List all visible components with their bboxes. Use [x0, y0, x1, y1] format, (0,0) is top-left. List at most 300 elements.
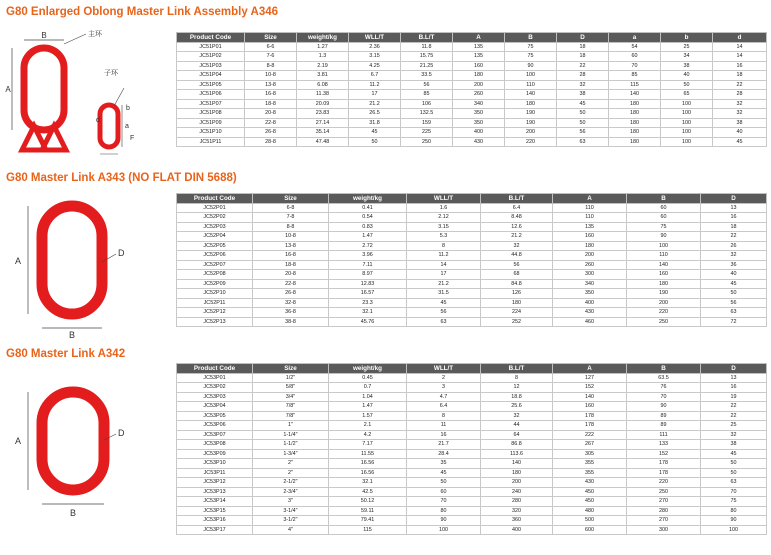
table-cell: 152 [627, 449, 701, 459]
table-cell: 50 [349, 137, 401, 147]
table-cell: JC51P09 [177, 118, 245, 128]
table-cell: 75 [505, 52, 557, 62]
table-cell: 7/8" [253, 411, 329, 421]
table-cell: 190 [627, 289, 701, 299]
table-cell: 224 [481, 308, 553, 318]
table-cell: JC52P13 [177, 317, 253, 327]
table-cell: 0.41 [329, 203, 407, 213]
table-cell: 1.47 [329, 402, 407, 412]
table-cell: 16-8 [245, 90, 297, 100]
table-cell: 305 [553, 449, 627, 459]
table-row [177, 487, 767, 497]
table-cell: 59.11 [329, 506, 407, 516]
table-cell: 100 [661, 128, 713, 138]
table-cell: 50 [701, 289, 767, 299]
table-cell: 1.04 [329, 392, 407, 402]
table-cell: 22 [701, 411, 767, 421]
table-cell: 100 [661, 109, 713, 119]
table-cell: 1-3/4" [253, 449, 329, 459]
table-cell: 160 [453, 61, 505, 71]
table-cell: JC53P09 [177, 449, 253, 459]
table-cell: 50 [407, 478, 481, 488]
table-cell: 32 [713, 109, 767, 119]
table-cell: 2-1/2" [253, 478, 329, 488]
table-cell: 152 [553, 383, 627, 393]
column-header: D [557, 33, 609, 43]
table-cell: 14 [713, 52, 767, 62]
table-cell: 16-8 [253, 251, 329, 261]
table-cell: JC52P11 [177, 298, 253, 308]
table-cell: 110 [505, 80, 557, 90]
table-cell: 63 [407, 317, 481, 327]
table-cell: 180 [609, 109, 661, 119]
table-cell: 89 [627, 411, 701, 421]
table-cell: 60 [627, 213, 701, 223]
table-cell: 250 [627, 317, 701, 327]
table-cell: 360 [481, 516, 553, 526]
table-cell: 60 [627, 203, 701, 213]
table-cell: 32.1 [329, 308, 407, 318]
table-cell: 135 [553, 222, 627, 232]
table-cell: JC53P03 [177, 392, 253, 402]
table-cell: 21.7 [407, 440, 481, 450]
master-link-shape [42, 206, 102, 314]
table-cell: 5.3 [407, 232, 481, 242]
table-cell: 8-8 [253, 222, 329, 232]
table-cell: 160 [553, 232, 627, 242]
table-cell: 4.7 [407, 392, 481, 402]
table-cell: 12 [481, 383, 553, 393]
table-cell: 60 [407, 487, 481, 497]
table-cell: 45 [349, 128, 401, 138]
table-cell: 180 [609, 99, 661, 109]
table-cell: 45 [557, 99, 609, 109]
master-link-shape [24, 48, 64, 130]
table-cell: 180 [609, 128, 661, 138]
table-cell: 135 [453, 52, 505, 62]
table-cell: 100 [661, 99, 713, 109]
table-cell: 38 [713, 118, 767, 128]
table-cell: 200 [453, 80, 505, 90]
table-cell: 178 [627, 468, 701, 478]
table-cell: 3-1/2" [253, 516, 329, 526]
table-cell: 60 [609, 52, 661, 62]
table-cell: 500 [553, 516, 627, 526]
table-cell: 4" [253, 525, 329, 535]
table-cell: 31.5 [407, 289, 481, 299]
table-cell: 3/4" [253, 392, 329, 402]
table-cell: 480 [553, 506, 627, 516]
master-link-shape [42, 392, 104, 490]
sub-link-detail-shape [100, 105, 118, 147]
spec-table-a346 [176, 32, 767, 147]
table-cell: 85 [401, 90, 453, 100]
spec-table-a343 [176, 193, 767, 327]
section-title-a342: G80 Master Link A342 [6, 348, 126, 360]
table-cell: 100 [661, 118, 713, 128]
table-cell: 1" [253, 421, 329, 431]
table-cell: 18.8 [481, 392, 553, 402]
dim-label-a: A [5, 85, 11, 94]
table-cell: 15.75 [401, 52, 453, 62]
table-cell: 38 [557, 90, 609, 100]
table-cell: 7-6 [245, 52, 297, 62]
column-header: D [701, 364, 767, 374]
table-cell: 63 [701, 478, 767, 488]
table-cell: 50 [557, 118, 609, 128]
table-cell: 63 [557, 137, 609, 147]
table-cell: 160 [553, 402, 627, 412]
table-cell: 32-8 [253, 298, 329, 308]
table-cell: 56 [401, 80, 453, 90]
column-header: Size [253, 194, 329, 204]
table-cell: 63.5 [627, 373, 701, 383]
dim-label-d: D [118, 248, 125, 258]
table-cell: 3.15 [407, 222, 481, 232]
table-cell: 0.7 [329, 383, 407, 393]
table-row [177, 308, 767, 318]
table-cell: 350 [553, 289, 627, 299]
table-cell: 45 [701, 279, 767, 289]
column-header: Size [253, 364, 329, 374]
table-row [177, 298, 767, 308]
dim-label-b: B [41, 31, 47, 40]
table-cell: 180 [505, 99, 557, 109]
table-header-row [177, 33, 767, 43]
column-header: B.L/T [401, 33, 453, 43]
label-main-ring: 主环 [88, 30, 102, 38]
spec-table-a342 [176, 363, 767, 535]
table-cell: 0.45 [329, 373, 407, 383]
table-cell: 64 [481, 430, 553, 440]
table-row [177, 430, 767, 440]
table-cell: 3.15 [349, 52, 401, 62]
table-row [177, 402, 767, 412]
table-cell: JC53P15 [177, 506, 253, 516]
table-cell: 320 [481, 506, 553, 516]
table-cell: 430 [553, 478, 627, 488]
table-cell: 3-1/4" [253, 506, 329, 516]
table-cell: 45 [407, 468, 481, 478]
column-header: b [661, 33, 713, 43]
table-cell: 0.83 [329, 222, 407, 232]
column-header: B [627, 364, 701, 374]
column-header: B.L/T [481, 194, 553, 204]
table-cell: 45 [701, 449, 767, 459]
table-cell: 355 [553, 468, 627, 478]
table-row [177, 260, 767, 270]
table-cell: 260 [453, 90, 505, 100]
table-cell: 11.2 [349, 80, 401, 90]
table-cell: 270 [627, 497, 701, 507]
table-cell: 4.2 [329, 430, 407, 440]
table-header-row [177, 364, 767, 374]
table-cell: 220 [627, 308, 701, 318]
table-cell: 2" [253, 468, 329, 478]
table-cell: 26.5 [349, 109, 401, 119]
table-cell: JC52P07 [177, 260, 253, 270]
table-cell: 280 [481, 497, 553, 507]
table-row [177, 137, 767, 147]
table-cell: 16.56 [329, 459, 407, 469]
table-cell: JC53P01 [177, 373, 253, 383]
table-cell: 160 [627, 270, 701, 280]
table-cell: 33.5 [401, 71, 453, 81]
table-cell: 133 [627, 440, 701, 450]
column-header: Product Code [177, 194, 253, 204]
table-cell: 32 [557, 80, 609, 90]
column-header: weight/kg [329, 194, 407, 204]
table-cell: 222 [553, 430, 627, 440]
table-cell: 8.48 [481, 213, 553, 223]
section-title-a346: G80 Enlarged Oblong Master Link Assembly A346 [6, 6, 279, 18]
table-row [177, 270, 767, 280]
table-cell: 68 [481, 270, 553, 280]
table-row [177, 392, 767, 402]
table-cell: 18-8 [253, 260, 329, 270]
table-cell: 11.38 [297, 90, 349, 100]
table-cell: 267 [553, 440, 627, 450]
table-cell: 32.1 [329, 478, 407, 488]
table-cell: 21.2 [407, 279, 481, 289]
column-header: A [553, 364, 627, 374]
table-row [177, 251, 767, 261]
table-row [177, 213, 767, 223]
table-row [177, 449, 767, 459]
table-cell: 11.8 [401, 42, 453, 52]
column-header: A [453, 33, 505, 43]
table-cell: 240 [481, 487, 553, 497]
table-cell: 28 [557, 71, 609, 81]
table-cell: 21.2 [481, 232, 553, 242]
table-cell: JC51P02 [177, 52, 245, 62]
table-cell: 140 [627, 260, 701, 270]
table-cell: 13 [701, 203, 767, 213]
table-cell: 100 [505, 71, 557, 81]
table-cell: 110 [627, 251, 701, 261]
table-cell: 22 [713, 80, 767, 90]
table-cell: 22-8 [245, 118, 297, 128]
table-cell: 115 [329, 525, 407, 535]
column-header: a [609, 33, 661, 43]
table-cell: 355 [553, 459, 627, 469]
table-cell: JC51P03 [177, 61, 245, 71]
table-cell: 70 [701, 487, 767, 497]
table-cell: 90 [407, 516, 481, 526]
table-cell: 200 [505, 128, 557, 138]
table-row [177, 118, 767, 128]
table-cell: 35 [407, 459, 481, 469]
table-cell: 180 [627, 279, 701, 289]
table-cell: JC53P08 [177, 440, 253, 450]
table-row [177, 459, 767, 469]
table-cell: 23.83 [297, 109, 349, 119]
assembly-diagram-a346 [4, 30, 174, 160]
table-cell: 180 [553, 241, 627, 251]
table-cell: 7.11 [329, 260, 407, 270]
table-cell: 2.1 [329, 421, 407, 431]
table-row [177, 90, 767, 100]
table-cell: JC52P02 [177, 213, 253, 223]
table-cell: 8 [407, 411, 481, 421]
table-row [177, 440, 767, 450]
table-cell: 300 [627, 525, 701, 535]
table-cell: 190 [505, 118, 557, 128]
table-cell: 84.8 [481, 279, 553, 289]
table-cell: 3 [407, 383, 481, 393]
table-cell: 54 [609, 42, 661, 52]
table-row [177, 411, 767, 421]
table-cell: 178 [627, 459, 701, 469]
column-header: B.L/T [481, 364, 553, 374]
column-header: WLL/T [349, 33, 401, 43]
table-cell: JC52P03 [177, 222, 253, 232]
dim-label-d: D [118, 428, 125, 438]
table-cell: 72 [701, 317, 767, 327]
table-cell: 300 [553, 270, 627, 280]
table-cell: JC52P09 [177, 279, 253, 289]
table-cell: 75 [627, 222, 701, 232]
table-cell: JC53P10 [177, 459, 253, 469]
table-row [177, 42, 767, 52]
table-cell: 450 [553, 497, 627, 507]
table-cell: 44 [481, 421, 553, 431]
table-cell: JC52P04 [177, 232, 253, 242]
table-cell: JC51P06 [177, 90, 245, 100]
table-cell: 400 [481, 525, 553, 535]
table-cell: 90 [701, 516, 767, 526]
table-cell: 76 [627, 383, 701, 393]
table-cell: 115 [609, 80, 661, 90]
table-cell: 22 [701, 232, 767, 242]
table-row [177, 478, 767, 488]
table-cell: 40 [713, 128, 767, 138]
column-header: WLL/T [407, 364, 481, 374]
table-cell: 1.47 [329, 232, 407, 242]
table-cell: 50 [701, 468, 767, 478]
table-cell: 7/8" [253, 402, 329, 412]
table-header-row [177, 194, 767, 204]
table-cell: 27.14 [297, 118, 349, 128]
table-cell: JC52P01 [177, 203, 253, 213]
table-cell: 178 [553, 411, 627, 421]
table-cell: 25 [661, 42, 713, 52]
table-cell: 110 [553, 203, 627, 213]
table-cell: 450 [553, 487, 627, 497]
table-cell: 3" [253, 497, 329, 507]
table-cell: 6-6 [245, 42, 297, 52]
table-cell: 2-3/4" [253, 487, 329, 497]
table-cell: 180 [481, 468, 553, 478]
table-cell: 42.5 [329, 487, 407, 497]
table-cell: 13-8 [253, 241, 329, 251]
table-row [177, 506, 767, 516]
table-cell: 340 [453, 99, 505, 109]
table-cell: 2.72 [329, 241, 407, 251]
table-cell: 350 [453, 118, 505, 128]
table-cell: 65 [661, 90, 713, 100]
table-cell: 38 [661, 61, 713, 71]
table-cell: 180 [609, 118, 661, 128]
column-header: Product Code [177, 364, 253, 374]
table-cell: 16 [701, 383, 767, 393]
table-cell: 280 [627, 506, 701, 516]
table-cell: JC53P17 [177, 525, 253, 535]
table-cell: 50 [661, 80, 713, 90]
table-cell: 45.76 [329, 317, 407, 327]
table-cell: 20.09 [297, 99, 349, 109]
table-cell: 70 [627, 392, 701, 402]
table-cell: 11.2 [407, 251, 481, 261]
table-cell: 28.4 [407, 449, 481, 459]
column-header: Product Code [177, 33, 245, 43]
table-cell: 34 [661, 52, 713, 62]
table-cell: 11 [407, 421, 481, 431]
table-cell: 6.4 [481, 203, 553, 213]
table-cell: 13 [701, 373, 767, 383]
table-row [177, 289, 767, 299]
table-cell: 1.27 [297, 42, 349, 52]
table-cell: 75 [505, 42, 557, 52]
table-cell: 16.57 [329, 289, 407, 299]
table-cell: 45 [713, 137, 767, 147]
table-cell: 140 [553, 392, 627, 402]
table-cell: 8 [407, 241, 481, 251]
table-row [177, 497, 767, 507]
table-cell: JC53P04 [177, 402, 253, 412]
table-row [177, 71, 767, 81]
table-cell: 22 [557, 61, 609, 71]
table-cell: 90 [505, 61, 557, 71]
table-row [177, 241, 767, 251]
table-cell: JC52P06 [177, 251, 253, 261]
table-cell: 45 [407, 298, 481, 308]
table-cell: 4.25 [349, 61, 401, 71]
table-cell: JC53P11 [177, 468, 253, 478]
table-cell: 200 [553, 251, 627, 261]
table-cell: 350 [453, 109, 505, 119]
table-cell: 86.8 [481, 440, 553, 450]
table-cell: 6.4 [407, 402, 481, 412]
table-cell: 600 [553, 525, 627, 535]
table-cell: 180 [609, 137, 661, 147]
table-cell: 250 [401, 137, 453, 147]
table-cell: 220 [627, 478, 701, 488]
column-header: B [627, 194, 701, 204]
table-cell: 106 [401, 99, 453, 109]
table-cell: 18 [713, 71, 767, 81]
table-cell: 3.96 [329, 251, 407, 261]
table-cell: 19 [701, 392, 767, 402]
table-cell: 8.97 [329, 270, 407, 280]
table-cell: 22-8 [253, 279, 329, 289]
table-cell: 6-8 [253, 203, 329, 213]
table-row [177, 80, 767, 90]
table-cell: 23.3 [329, 298, 407, 308]
table-cell: JC53P13 [177, 487, 253, 497]
table-cell: JC53P14 [177, 497, 253, 507]
table-row [177, 232, 767, 242]
table-cell: 100 [407, 525, 481, 535]
table-cell: 111 [627, 430, 701, 440]
table-cell: JC53P02 [177, 383, 253, 393]
table-cell: 11.55 [329, 449, 407, 459]
table-row [177, 99, 767, 109]
table-cell: 85 [609, 71, 661, 81]
table-cell: 28-8 [245, 137, 297, 147]
table-cell: 132.5 [401, 109, 453, 119]
table-cell: 100 [661, 137, 713, 147]
